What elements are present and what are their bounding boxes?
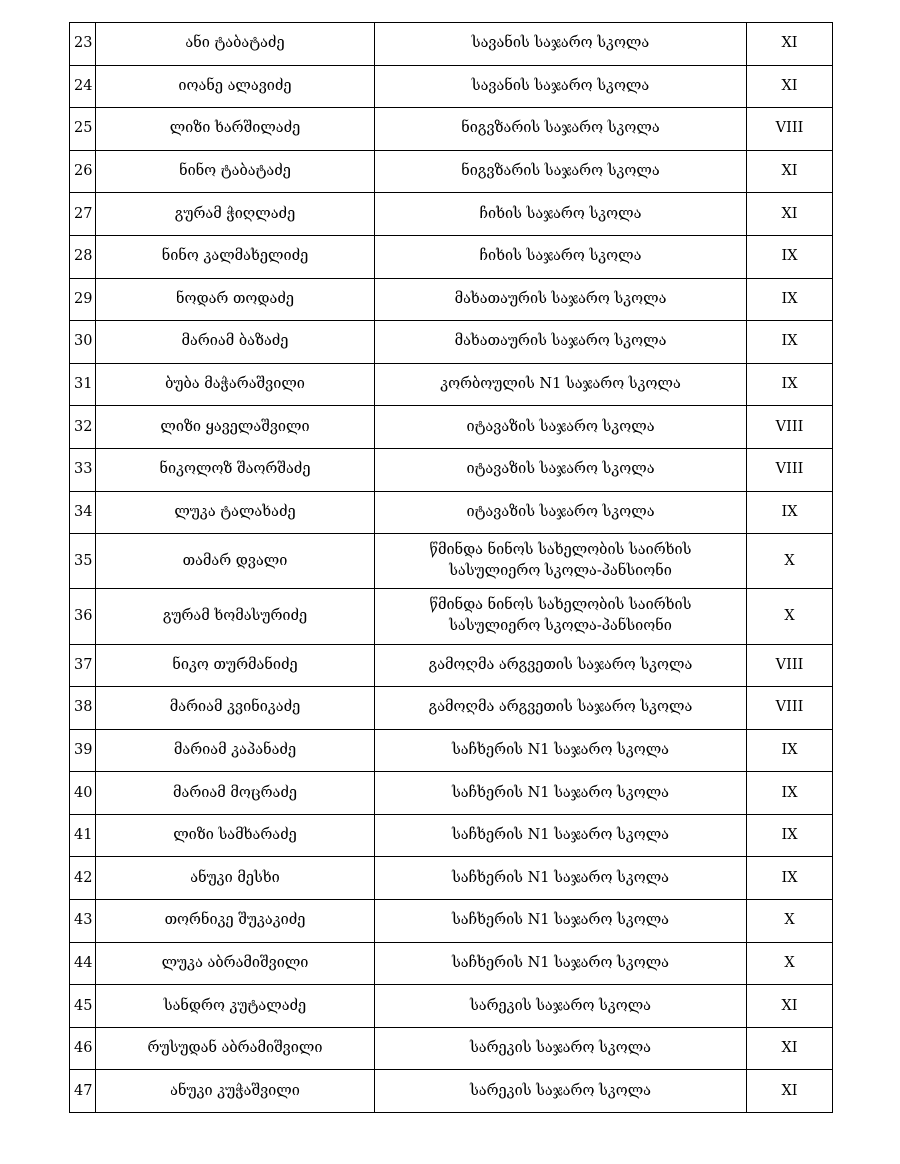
grade: VIII xyxy=(747,644,833,687)
table-row xyxy=(70,235,833,278)
table-row xyxy=(70,150,833,193)
grade: XI xyxy=(747,985,833,1028)
student-name: ნიკოლოზ შაორშაძე xyxy=(96,448,375,491)
school-name: წმინდა ნინოს სახელობის საირხის სასულიერო სკოლა-პანსიონი xyxy=(375,589,747,644)
school-name: სარეკის საჯარო სკოლა xyxy=(375,1070,747,1113)
school-name: წმინდა ნინოს სახელობის საირხის სასულიერო სკოლა-პანსიონი xyxy=(375,534,747,589)
grade: X xyxy=(747,942,833,985)
school-name: კორბოულის N1 საჯარო სკოლა xyxy=(375,363,747,406)
row-number: 23 xyxy=(70,23,96,66)
student-name: ლიზი ხარშილაძე xyxy=(96,108,375,151)
row-number: 38 xyxy=(70,687,96,730)
table-row xyxy=(70,1027,833,1070)
student-name: ანუკი მესხი xyxy=(96,857,375,900)
row-number: 43 xyxy=(70,900,96,943)
row-number: 41 xyxy=(70,814,96,857)
row-number: 39 xyxy=(70,729,96,772)
student-name: მარიამ კვინიკაძე xyxy=(96,687,375,730)
table-row xyxy=(70,687,833,730)
participants-table xyxy=(69,22,833,1113)
grade: IX xyxy=(747,814,833,857)
grade: VIII xyxy=(747,448,833,491)
grade: IX xyxy=(747,278,833,321)
school-name: იტავაზის საჯარო სკოლა xyxy=(375,448,747,491)
school-name: საჩხერის N1 საჯარო სკოლა xyxy=(375,814,747,857)
participants-table-body xyxy=(70,23,833,1113)
school-name: საჩხერის N1 საჯარო სკოლა xyxy=(375,900,747,943)
student-name: მარიამ მოცრაძე xyxy=(96,772,375,815)
row-number: 28 xyxy=(70,235,96,278)
grade: XI xyxy=(747,1027,833,1070)
table-row xyxy=(70,65,833,108)
grade: XI xyxy=(747,23,833,66)
row-number: 44 xyxy=(70,942,96,985)
table-row xyxy=(70,534,833,589)
school-name: საჩხერის N1 საჯარო სკოლა xyxy=(375,772,747,815)
school-name: სარეკის საჯარო სკოლა xyxy=(375,985,747,1028)
student-name: მარიამ ბაზაძე xyxy=(96,321,375,364)
table-row xyxy=(70,23,833,66)
row-number: 47 xyxy=(70,1070,96,1113)
grade: VIII xyxy=(747,687,833,730)
table-row xyxy=(70,857,833,900)
school-name: იტავაზის საჯარო სკოლა xyxy=(375,491,747,534)
school-name: ჩიხის საჯარო სკოლა xyxy=(375,235,747,278)
student-name: მარიამ კაპანაძე xyxy=(96,729,375,772)
grade: VIII xyxy=(747,108,833,151)
school-name: იტავაზის საჯარო სკოლა xyxy=(375,406,747,449)
table-row xyxy=(70,406,833,449)
table-row xyxy=(70,1070,833,1113)
table-row xyxy=(70,814,833,857)
row-number: 34 xyxy=(70,491,96,534)
student-name: ნინო კალმახელიძე xyxy=(96,235,375,278)
row-number: 25 xyxy=(70,108,96,151)
table-row xyxy=(70,644,833,687)
table-row xyxy=(70,942,833,985)
student-name: სანდრო კუტალაძე xyxy=(96,985,375,1028)
row-number: 32 xyxy=(70,406,96,449)
student-name: ლუკა ტალახაძე xyxy=(96,491,375,534)
table-row xyxy=(70,729,833,772)
grade: X xyxy=(747,534,833,589)
school-name: მახათაურის საჯარო სკოლა xyxy=(375,278,747,321)
student-name: იოანე ალავიძე xyxy=(96,65,375,108)
grade: XI xyxy=(747,1070,833,1113)
row-number: 46 xyxy=(70,1027,96,1070)
grade: XI xyxy=(747,65,833,108)
grade: IX xyxy=(747,491,833,534)
school-name: სავანის საჯარო სკოლა xyxy=(375,23,747,66)
student-name: გურამ ჭიღლაძე xyxy=(96,193,375,236)
school-name: საჩხერის N1 საჯარო სკოლა xyxy=(375,857,747,900)
grade: IX xyxy=(747,235,833,278)
table-row xyxy=(70,448,833,491)
row-number: 45 xyxy=(70,985,96,1028)
table-row xyxy=(70,491,833,534)
student-name: თორნიკე შუკაკიძე xyxy=(96,900,375,943)
school-name: სარეკის საჯარო სკოლა xyxy=(375,1027,747,1070)
school-name: გამოღმა არგვეთის საჯარო სკოლა xyxy=(375,644,747,687)
student-name: ლიზი სამხარაძე xyxy=(96,814,375,857)
table-row xyxy=(70,985,833,1028)
grade: XI xyxy=(747,150,833,193)
row-number: 26 xyxy=(70,150,96,193)
school-name: ჩიხის საჯარო სკოლა xyxy=(375,193,747,236)
grade: IX xyxy=(747,729,833,772)
grade: IX xyxy=(747,321,833,364)
row-number: 31 xyxy=(70,363,96,406)
student-name: თამარ დვალი xyxy=(96,534,375,589)
grade: XI xyxy=(747,193,833,236)
table-row xyxy=(70,900,833,943)
student-name: ლიზი ყაველაშვილი xyxy=(96,406,375,449)
school-name: საჩხერის N1 საჯარო სკოლა xyxy=(375,942,747,985)
row-number: 40 xyxy=(70,772,96,815)
table-row xyxy=(70,278,833,321)
table-row xyxy=(70,193,833,236)
student-name: ნოდარ თოდაძე xyxy=(96,278,375,321)
grade: VIII xyxy=(747,406,833,449)
row-number: 42 xyxy=(70,857,96,900)
school-name: მახათაურის საჯარო სკოლა xyxy=(375,321,747,364)
school-name: გამოღმა არგვეთის საჯარო სკოლა xyxy=(375,687,747,730)
grade: IX xyxy=(747,363,833,406)
school-name: ნიგვზარის საჯარო სკოლა xyxy=(375,150,747,193)
student-name: ნიკო თურმანიძე xyxy=(96,644,375,687)
grade: X xyxy=(747,900,833,943)
table-row xyxy=(70,589,833,644)
student-name: რუსუდან აბრამიშვილი xyxy=(96,1027,375,1070)
table-row xyxy=(70,772,833,815)
grade: IX xyxy=(747,772,833,815)
student-name: ბუბა მაჭარაშვილი xyxy=(96,363,375,406)
row-number: 24 xyxy=(70,65,96,108)
student-name: ანუკი კუჭაშვილი xyxy=(96,1070,375,1113)
table-row xyxy=(70,363,833,406)
row-number: 35 xyxy=(70,534,96,589)
student-name: ლუკა აბრამიშვილი xyxy=(96,942,375,985)
table-row xyxy=(70,108,833,151)
grade: IX xyxy=(747,857,833,900)
row-number: 37 xyxy=(70,644,96,687)
student-name: ნინო ტაბატაძე xyxy=(96,150,375,193)
row-number: 29 xyxy=(70,278,96,321)
school-name: ნიგვზარის საჯარო სკოლა xyxy=(375,108,747,151)
student-name: გურამ ხომასურიძე xyxy=(96,589,375,644)
grade: X xyxy=(747,589,833,644)
table-row xyxy=(70,321,833,364)
school-name: სავანის საჯარო სკოლა xyxy=(375,65,747,108)
row-number: 33 xyxy=(70,448,96,491)
row-number: 30 xyxy=(70,321,96,364)
student-name: ანი ტაბატაძე xyxy=(96,23,375,66)
row-number: 36 xyxy=(70,589,96,644)
row-number: 27 xyxy=(70,193,96,236)
school-name: საჩხერის N1 საჯარო სკოლა xyxy=(375,729,747,772)
